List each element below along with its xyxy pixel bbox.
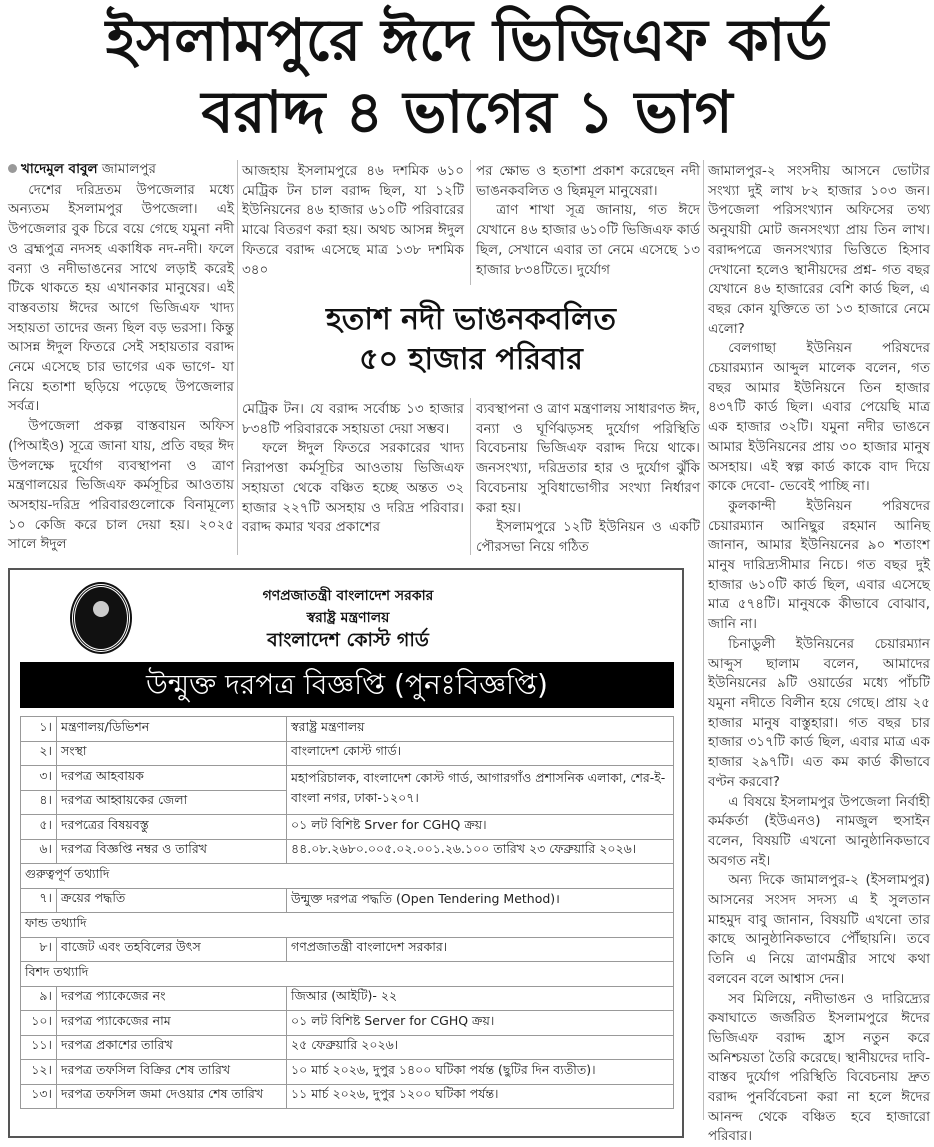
paragraph: চিনাডুলী ইউনিয়নের চেয়ারম্যান আব্দুস ছালাম বলেন, আমাদের ইউনিয়নের ৯টি ওয়ার্ডের মধ্যে পাঁচটি যমুনা নদীতে বিলীন হয়ে গেছে। প্রায় ২৫ হাজার মানুষ বাস্তুহারা। গত বছর চার হাজার ৩১৭টি কার্ড ছিল, এবার মাত্র এক হাজার ২৯৭টি। এত কম কার্ড কীভাবে বণ্টন করবো?: [708, 635, 930, 790]
row-number: ৮।: [21, 937, 57, 962]
ministry-name: স্বরাষ্ট্র মন্ত্রণালয়: [306, 610, 390, 626]
article-column-3-top: [476, 162, 700, 280]
dateline: জামালপুর: [101, 161, 156, 177]
organization-name: বাংলাদেশ কোস্ট গার্ড: [267, 629, 429, 651]
tender-table: [20, 716, 674, 1109]
row-number: ৫।: [21, 815, 57, 840]
row-label: দরপত্র তফসিল বিক্রির শেষ তারিখ: [57, 1060, 287, 1085]
government-name: গণপ্রজাতন্ত্রী বাংলাদেশ সরকার: [262, 588, 434, 604]
table-row: [21, 864, 674, 889]
row-number: ১২।: [21, 1060, 57, 1085]
row-value: জিআর (আইটি)- ২২: [287, 986, 674, 1011]
row-value: উন্মুক্ত দরপত্র পদ্ধতি (Open Tendering Method)।: [287, 888, 674, 913]
paragraph: বেলগাছা ইউনিয়ন পরিষদের চেয়ারম্যান আব্দুল মালেক বলেন, গত বছর আমার ইউনিয়নে তিন হাজার ৪৩৭টি কার্ড ছিল। এবার পেয়েছি মাত্র এক হাজার ৩২টি। যমুনা নদীর ভাঙনে আমার ইউনিয়নের প্রায় ৩০ হাজার মানুষ অসহায়। এই স্বল্প কার্ড কাকে বাদ দিয়ে কাকে দেবো- ভেবেই পাচ্ছি না।: [708, 340, 930, 495]
row-label: সংস্থা: [57, 741, 287, 766]
table-row: [21, 839, 674, 864]
table-row: [21, 766, 674, 791]
column-rule: [703, 160, 704, 1120]
bullet-icon: [8, 164, 17, 173]
paragraph: আজহায় ইসলামপুরে ৪৬ দশমিক ৬১০ মেট্রিক টন চাল বরাদ্দ ছিল, যা ১২টি ইউনিয়নের ৪৬ হাজার ৬১০টি পরিবারের মাঝে বিতরণ করা হয়। অথচ আসন্ন ঈদুল ফিতরে বরাদ্দ এসেছে মাত্র ১৩৮ দশমিক ৩৪০: [242, 163, 464, 278]
row-number: ৩।: [21, 766, 57, 791]
tender-banner: উন্মুক্ত দরপত্র বিজ্ঞপ্তি (পুনঃবিজ্ঞপ্তি): [20, 662, 674, 708]
row-value: ০১ লট বিশিষ্ট Srver for CGHQ ক্রয়।: [287, 815, 674, 840]
table-row: [21, 962, 674, 987]
row-value: মহাপরিচালক, বাংলাদেশ কোস্ট গার্ড, আগারগাঁও প্রশাসনিক এলাকা, শের-ই-বাংলা নগর, ঢাকা-১২০৭।: [287, 766, 674, 815]
paragraph: মেট্রিক টন। যে বরাদ্দ সর্বোচ্চ ১৩ হাজার ৮৩৪টি পরিবারকে সহায়তা দেয়া সম্ভব।: [242, 401, 464, 437]
column-rule: [237, 160, 238, 555]
row-label: দরপত্রের বিষয়বস্তু: [57, 815, 287, 840]
paragraph: পর ক্ষোভ ও হতাশা প্রকাশ করেছেন নদী ভাঙনকবলিত ও ছিন্নমূল মানুষেরা।: [476, 163, 700, 199]
row-label: ক্রয়ের পদ্ধতি: [57, 888, 287, 913]
tender-advertisement: [8, 568, 684, 1138]
paragraph: ত্রাণ শাখা সূত্র জানায়, গত ঈদে যেখানে ৪৬ হাজার ৬১০টি ভিজিএফ কার্ড ছিল, সেখানে এবার তা নেমে এসেছে ১৩ হাজার ৮৩৪টিতে। দুর্যোগ: [476, 202, 700, 278]
section-header: বিশদ তথ্যাদি: [21, 962, 674, 987]
row-number: ৪।: [21, 790, 57, 815]
row-label: মন্ত্রণালয়/ডিভিশন: [57, 717, 287, 742]
paragraph: কুলকান্দী ইউনিয়ন পরিষদের চেয়ারম্যান আনিছুর রহমান আনিছ জানান, আমার ইউনিয়নের ৯০ শতাংশ মানুষ দারিদ্র্যসীমার নিচে। গত বছর দুই হাজার ৬১০টি কার্ড ছিল, এবার এসেছে মাত্র ৫৭৪টি। মানুষকে কীভাবে বোঝাব, জানি না।: [708, 497, 930, 633]
row-number: ১৩।: [21, 1084, 57, 1109]
row-number: ২।: [21, 741, 57, 766]
column-rule: [470, 160, 471, 285]
row-value: ১০ মার্চ ২০২৬, দুপুর ১৪০০ ঘটিকা পর্যন্ত (ছুটির দিন ব্যতীত)।: [287, 1060, 674, 1085]
row-value: ১১ মার্চ ২০২৬, দুপুর ১২০০ ঘটিকা পর্যন্ত।: [287, 1084, 674, 1109]
paragraph: সব মিলিয়ে, নদীভাঙন ও দারিদ্র্যের কষাঘাতে জর্জরিত ইসলামপুরে ঈদের ভিজিএফ বরাদ্দ হ্রাস নতুন করে অনিশ্চয়তা তৈরি করেছে। স্থানীয়দের দাবি- বাস্তব দুর্যোগ পরিস্থিতি বিবেচনায় দ্রুত বরাদ্দ পুনর্বিবেচনা করা না হলে ঈদের আনন্দ থেকে বঞ্চিত হবে হাজারো পরিবার।: [708, 990, 930, 1145]
row-label: দরপত্র আহ্বায়কের জেলা: [57, 790, 287, 815]
headline-line-1: ইসলামপুরে ঈদে ভিজিএফ কার্ড: [105, 6, 829, 74]
subheadline-line-2: ৫০ হাজার পরিবার: [359, 342, 583, 377]
author: খাদেমুল বাবুল: [21, 161, 98, 177]
article-column-2-bottom: [242, 400, 464, 538]
subheadline-line-1: হতাশ নদী ভাঙনকবলিত: [326, 302, 616, 337]
paragraph: জামালপুর-২ সংসদীয় আসনে ভোটার সংখ্যা দুই লাখ ৮২ হাজার ১০৩ জন। উপজেলা পরিসংখ্যান অফিসের তথ্য অনুযায়ী মোট জনসংখ্যা প্রায় তিন লাখ। বরাদ্দপত্রে জনসংখ্যার ভিত্তিতে হিসাব দেখানো হলেও স্থানীয়দের প্রশ্ন- গত বছর যেখানে ৪৬ হাজারের বেশি কার্ড ছিল, এ বছর কোন যুক্তিতে তা ১৩ হাজারে নেমে এলো?: [708, 163, 930, 337]
row-value: ৪৪.০৮.২৬৮০.০০৫.০২.০০১.২৬.১০০ তারিখ ২৩ ফেব্রুয়ারি ২০২৬।: [287, 839, 674, 864]
row-value: স্বরাষ্ট্র মন্ত্রণালয়: [287, 717, 674, 742]
subheadline: [240, 300, 702, 380]
article-column-3-bottom: [476, 400, 700, 558]
row-label: দরপত্র তফসিল জমা দেওয়ার শেষ তারিখ: [57, 1084, 287, 1109]
paragraph: এ বিষয়ে ইসলামপুর উপজেলা নির্বাহী কর্মকর্তা (ইউএনও) নামজুল হুসাইন বলেন, বিষয়টি এখনো আনুষ্ঠানিকভাবে অবগত নই।: [708, 793, 930, 869]
row-label: দরপত্র আহবায়ক: [57, 766, 287, 791]
table-row: [21, 1011, 674, 1036]
paragraph: ফলে ঈদুল ফিতরে সরকারের খাদ্য নিরাপত্তা কর্মসূচির আওতায় ভিজিএফ সহায়তা থেকে বঞ্চিত হচ্ছে অন্তত ৩২ হাজার ২২৭টি অসহায় ও দরিদ্র পরিবার। বরাদ্দ কমার খবর প্রকাশের: [242, 440, 464, 536]
article-column-4: [708, 162, 930, 1147]
row-label: বাজেট এবং তহবিলের উৎস: [57, 937, 287, 962]
headline: [0, 4, 934, 148]
headline-line-2: বরাদ্দ ৪ ভাগের ১ ভাগ: [201, 78, 733, 146]
row-label: দরপত্র প্যাকেজের নাম: [57, 1011, 287, 1036]
byline: [8, 160, 234, 180]
column-rule: [470, 398, 471, 555]
table-row: [21, 913, 674, 938]
table-row: [21, 1084, 674, 1109]
row-value: ০১ লট বিশিষ্ট Server for CGHQ ক্রয়।: [287, 1011, 674, 1036]
row-number: ৭।: [21, 888, 57, 913]
table-row: [21, 888, 674, 913]
table-row: [21, 815, 674, 840]
row-number: ১।: [21, 717, 57, 742]
section-header: ফান্ড তথ্যাদি: [21, 913, 674, 938]
row-label: দরপত্র প্যাকেজের নং: [57, 986, 287, 1011]
table-row: [21, 717, 674, 742]
row-label: দরপত্র বিজ্ঞপ্তি নম্বর ও তারিখ: [57, 839, 287, 864]
paragraph: ইসলামপুরে ১২টি ইউনিয়ন ও একটি পৌরসভা নিয়ে গঠিত: [476, 519, 700, 555]
table-row: [21, 937, 674, 962]
row-number: ১১।: [21, 1035, 57, 1060]
row-number: ৯।: [21, 986, 57, 1011]
table-row: [21, 986, 674, 1011]
row-number: ৬।: [21, 839, 57, 864]
paragraph: উপজেলা প্রকল্প বাস্তবায়ন অফিস (পিআইও) সূত্রে জানা যায়, প্রতি বছর ঈদ উপলক্ষে দুর্যোগ ব্যবস্থাপনা ও ত্রাণ মন্ত্রণালয়ের ভিজিএফ কর্মসূচির আওতায় অসহায়-দরিদ্র পরিবারগুলোকে বিনামূল্যে ১০ কেজি করে চাল দেয়া হয়। ২০২৫ সালে ঈদুল: [8, 418, 234, 553]
article-column-1: [8, 160, 234, 555]
row-number: ১০।: [21, 1011, 57, 1036]
table-row: [21, 1060, 674, 1085]
article-column-2-top: [242, 162, 464, 280]
section-header: গুরুত্বপূর্ণ তথ্যাদি: [21, 864, 674, 889]
paragraph: ব্যবস্থাপনা ও ত্রাণ মন্ত্রণালয় সাধারণত ঈদ, বন্যা ও ঘূর্ণিঝড়সহ দুর্যোগ পরিস্থিতি বিবেচনায় ভিজিএফ বরাদ্দ দিয়ে থাকে। জনসংখ্যা, দরিদ্রতার হার ও দুর্যোগ ঝুঁকি বিবেচনায় সুবিধাভোগীর সংখ্যা নির্ধারণ করা হয়।: [476, 401, 700, 516]
row-value: গণপ্রজাতন্ত্রী বাংলাদেশ সরকার।: [287, 937, 674, 962]
row-value: ২৫ ফেব্রুয়ারি ২০২৬।: [287, 1035, 674, 1060]
row-value: বাংলাদেশ কোস্ট গার্ড।: [287, 741, 674, 766]
paragraph: অন্য দিকে জামালপুর-২ (ইসলামপুর) আসনের সংসদ সদস্য এ ই সুলতান মাহমুদ বাবু জানান, বিষয়টি এখনো তার কাছে আনুষ্ঠানিকভাবে পৌঁছায়নি। তবে তিনি এ নিয়ে ত্রাণমন্ত্রীর সাথে কথা বলবেন বলে আশ্বাস দেন।: [708, 872, 930, 987]
row-label: দরপত্র প্রকাশের তারিখ: [57, 1035, 287, 1060]
table-row: [21, 1035, 674, 1060]
paragraph: দেশের দরিদ্রতম উপজেলার মধ্যে অন্যতম ইসলামপুর উপজেলা। এই উপজেলার বুক চিরে বয়ে গেছে যমুনা নদী ও ব্রহ্মপুত্র নদসহ একাধিক নদ-নদী। ফলে বন্যা ও নদীভাঙনের সাথে লড়াই করেই টিকে থাকতে হয় এখানকার মানুষের। এই বাস্তবতায় ঈদের আগে ভিজিএফ খাদ্য সহায়তা তাদের জন্য ছিল বড় ভরসা। কিন্তু আসন্ন ঈদুল ফিতরে সেই সহায়তার বরাদ্দ নেমে এসেছে চার ভাগের এক ভাগে- যা নিয়ে হতাশা ছড়িয়ে পড়েছে উপজেলার সর্বত্র।: [8, 181, 234, 415]
table-row: [21, 741, 674, 766]
